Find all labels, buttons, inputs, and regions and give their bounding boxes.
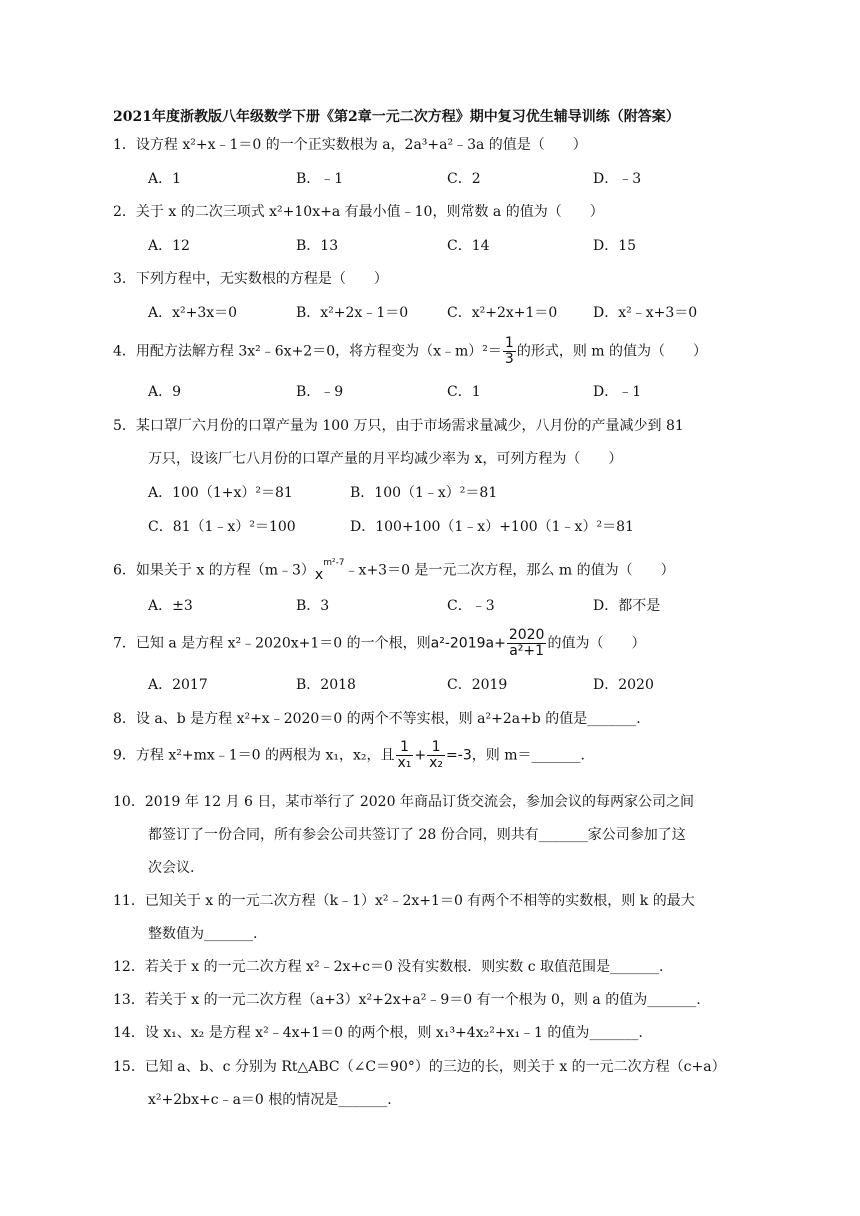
q4-option-b: B．﹣9: [296, 384, 344, 400]
q1-option-b: B．﹣1: [296, 171, 344, 187]
q4-text-start: 4．用配方法解方程 3x²﹣6x+2＝0，将方程变为（x﹣m）²＝: [113, 343, 502, 360]
q7-fraction-numerator: 2020: [508, 627, 545, 643]
q9-fraction-1: [396, 740, 414, 771]
question-11-line-1: 11．已知关于 x 的一元二次方程（k﹣1）x²﹣2x+1＝0 有两个不相等的实数根，则 k 的最大: [113, 893, 695, 909]
q4-option-c: C．1: [447, 384, 481, 400]
q6-option-b: B．3: [296, 598, 330, 614]
q7-expression: a²-2019a+: [430, 635, 506, 652]
q3-option-d: D．x²﹣x+3＝0: [593, 305, 698, 321]
q5-option-b: B．100（1﹣x）²＝81: [350, 485, 498, 501]
q7-option-b: B．2018: [296, 677, 356, 693]
q6-text-start: 6．如果关于 x 的方程（m﹣3）: [113, 562, 315, 579]
question-4: [113, 336, 707, 367]
q6-power-base: x: [314, 566, 324, 583]
q9-fraction-2-numerator: 1: [427, 740, 445, 756]
q4-option-a: A．9: [148, 384, 182, 400]
q5-option-a: A．100（1+x）²＝81: [148, 485, 293, 501]
document-title: 2021年度浙教版八年级数学下册《第2章一元二次方程》期中复习优生辅导训练（附答案）: [113, 109, 680, 125]
q6-text-end: ﹣x+3＝0 是一元二次方程，那么 m 的值为（ ）: [344, 562, 675, 579]
q4-fraction-numerator: 1: [504, 335, 514, 351]
q7-option-d: D．2020: [593, 677, 654, 693]
q7-fraction-denominator: a²+1: [509, 643, 545, 659]
question-10-line-1: 10．2019 年 12 月 6 日，某市举行了 2020 年商品订货交流会，参加会议的每两家公司之间: [113, 794, 694, 810]
q9-fraction-1-numerator: 1: [396, 740, 414, 756]
question-5-line-1: 5．某口罩厂六月份的口罩产量为 100 万只，由于市场需求量减少，八月份的产量减少到 81: [113, 418, 684, 434]
q5-option-d: D．100+100（1﹣x）+100（1﹣x）²＝81: [350, 519, 634, 535]
q6-option-d: D．都不是: [593, 598, 661, 614]
q9-plus: +: [414, 747, 427, 764]
q4-text-end: 的形式，则 m 的值为（ ）: [516, 343, 708, 360]
q7-text-end: 的值为（ ）: [547, 635, 646, 652]
q2-option-d: D．15: [593, 238, 637, 254]
q7-option-c: C．2019: [447, 677, 508, 693]
question-6: [113, 558, 675, 583]
question-5-line-2: 万只，设该厂七八月份的口罩产量的月平均减少率为 x，可列方程为（ ）: [148, 451, 623, 467]
q6-option-a: A．±3: [148, 598, 193, 614]
question-7: [113, 628, 645, 659]
q9-fraction-2-denominator: x₂: [429, 755, 444, 771]
q4-option-d: D．﹣1: [593, 384, 642, 400]
q3-option-a: A．x²+3x＝0: [148, 305, 238, 321]
question-13: 13．若关于 x 的一元二次方程（a+3）x²+2x+a²﹣9＝0 有一个根为 0，则 a 的值为_______.: [113, 992, 701, 1008]
q5-option-c: C．81（1﹣x）²＝100: [148, 519, 296, 535]
question-9: [113, 740, 585, 771]
q2-option-c: C．14: [447, 238, 490, 254]
question-11-line-2: 整数值为_______.: [148, 926, 258, 942]
question-15-line-2: x²+2bx+c﹣a＝0 根的情况是_______.: [148, 1092, 392, 1108]
question-15-line-1: 15．已知 a、b、c 分别为 Rt△ABC（∠C＝90°）的三边的长，则关于 x 的一元二次方程（c+a）: [113, 1059, 726, 1075]
q3-option-b: B．x²+2x﹣1＝0: [296, 305, 409, 321]
q6-option-c: C．﹣3: [447, 598, 495, 614]
q9-text-start: 9．方程 x²+mx﹣1＝0 的两根为 x₁，x₂，且: [113, 747, 395, 764]
q1-option-d: D．﹣3: [593, 171, 642, 187]
question-3: 3．下列方程中，无实数根的方程是（ ）: [113, 271, 388, 287]
q4-fraction: [503, 336, 516, 367]
question-10-line-2: 都签订了一份合同，所有参会公司共签订了 28 份合同，则共有_______家公司参加了这: [148, 827, 686, 843]
q7-option-a: A．2017: [148, 677, 208, 693]
question-10-line-3: 次会议.: [148, 860, 195, 876]
question-8: 8．设 a、b 是方程 x²+x﹣2020＝0 的两个不等实根，则 a²+2a+b 的值是_______.: [113, 711, 641, 727]
question-2: 2．关于 x 的二次三项式 x²+10x+a 有最小值﹣10，则常数 a 的值为（ ）: [113, 204, 604, 220]
question-14: 14．设 x₁、x₂ 是方程 x²﹣4x+1＝0 的两个根，则 x₁³+4x₂²+x₁﹣1 的值为_______.: [113, 1025, 643, 1041]
q2-option-a: A．12: [148, 238, 190, 254]
q9-text-end: ，则 m＝_______.: [471, 747, 585, 764]
q7-text-start: 7．已知 a 是方程 x²﹣2020x+1＝0 的一个根，则: [113, 635, 431, 652]
q3-option-c: C．x²+2x+1＝0: [447, 305, 558, 321]
q1-option-a: A．1: [148, 171, 182, 187]
q2-option-b: B．13: [296, 238, 339, 254]
q9-equals: =-3: [446, 747, 472, 764]
q9-fraction-1-denominator: x₁: [397, 755, 412, 771]
question-12: 12．若关于 x 的一元二次方程 x²﹣2x+c＝0 没有实数根．则实数 c 取值范围是_______.: [113, 959, 664, 975]
q1-option-c: C．2: [447, 171, 481, 187]
q7-fraction: [507, 628, 547, 659]
question-1: 1．设方程 x²+x﹣1＝0 的一个正实数根为 a，2a³+a²﹣3a 的值是（ ）: [113, 137, 587, 153]
q6-power-exponent: m²-7: [323, 558, 345, 568]
q9-fraction-2: [427, 740, 445, 771]
q4-fraction-denominator: 3: [504, 351, 514, 367]
